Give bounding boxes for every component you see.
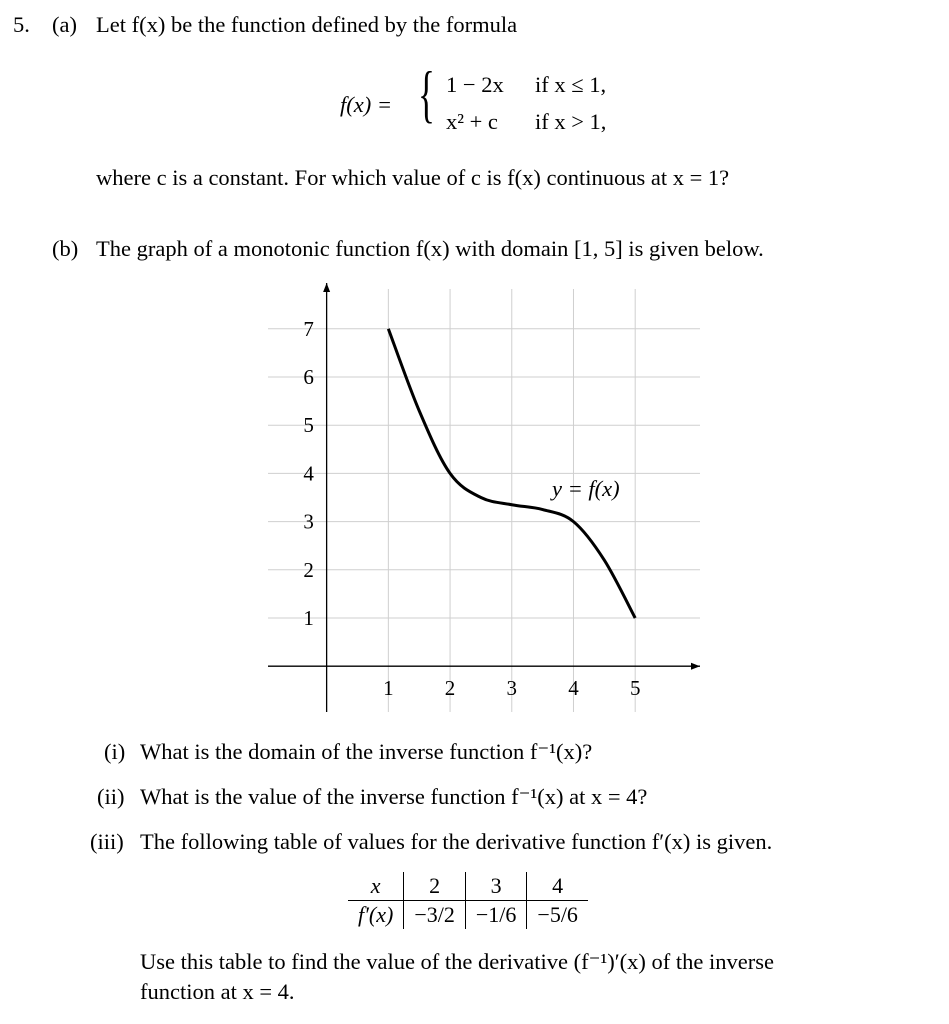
piecewise-lhs: f(x) = bbox=[340, 92, 393, 117]
x-tick-label-3: 3 bbox=[506, 676, 518, 701]
table-cell-x-2: 4 bbox=[527, 872, 588, 901]
closing-line-1: Use this table to find the value of the derivative (f⁻¹)′(x) of the inverse bbox=[140, 949, 774, 974]
problem-number: 5. bbox=[13, 12, 30, 37]
piecewise-brace: { bbox=[418, 58, 435, 129]
tick-labels bbox=[303, 317, 640, 700]
q1-label: (i) bbox=[104, 739, 126, 764]
part-a-label: (a) bbox=[52, 12, 77, 37]
table-row-x bbox=[348, 872, 588, 901]
table-cell-x-0: 2 bbox=[404, 872, 466, 901]
x-tick-label-5: 5 bbox=[629, 676, 641, 701]
closing-line-2: function at x = 4. bbox=[140, 979, 295, 1004]
x-tick-label-1: 1 bbox=[383, 676, 394, 701]
table-header-fprime: f′(x) bbox=[358, 902, 394, 927]
part-b-intro: The graph of a monotonic function f(x) with domain [1, 5] is given below. bbox=[96, 236, 764, 261]
y-tick-label-1: 1 bbox=[303, 606, 314, 631]
table-row-fprime bbox=[348, 901, 588, 930]
q2-text: What is the value of the inverse function f⁻¹(x) at x = 4? bbox=[140, 784, 648, 809]
piecewise-case1-expr: 1 − 2x bbox=[446, 72, 504, 97]
table-cell-x-1: 3 bbox=[465, 872, 527, 901]
q3-text: The following table of values for the derivative function f′(x) is given. bbox=[140, 829, 773, 854]
y-tick-label-5: 5 bbox=[303, 413, 314, 438]
table-cell-fprime-2: −5/6 bbox=[527, 901, 588, 930]
q2-label: (ii) bbox=[97, 784, 125, 809]
x-tick-label-2: 2 bbox=[444, 676, 456, 701]
q3-label: (iii) bbox=[90, 829, 124, 854]
y-axis-arrow bbox=[323, 283, 330, 292]
y-tick-label-4: 4 bbox=[303, 461, 314, 486]
part-b-label: (b) bbox=[52, 236, 79, 261]
grid-lines bbox=[268, 289, 700, 712]
x-axis-arrow bbox=[691, 663, 700, 670]
piecewise-case2-expr: x² + c bbox=[446, 109, 498, 134]
part-a-intro: Let f(x) be the function defined by the formula bbox=[96, 12, 518, 37]
curve-label: y = f(x) bbox=[552, 476, 620, 501]
y-tick-label-6: 6 bbox=[303, 364, 314, 389]
part-a-question: where c is a constant. For which value of c is f(x) continuous at x = 1? bbox=[96, 165, 730, 190]
q1-text: What is the domain of the inverse function f⁻¹(x)? bbox=[140, 739, 593, 764]
y-tick-label-3: 3 bbox=[303, 509, 314, 534]
derivative-table bbox=[348, 872, 588, 929]
table-cell-fprime-0: −3/2 bbox=[404, 901, 466, 930]
piecewise-case1-cond: if x ≤ 1, bbox=[535, 72, 607, 97]
table-cell-fprime-1: −1/6 bbox=[465, 901, 527, 930]
table-header-x: x bbox=[348, 872, 404, 901]
x-tick-label-4: 4 bbox=[568, 676, 579, 701]
y-tick-label-2: 2 bbox=[303, 557, 314, 582]
piecewise-case2-cond: if x > 1, bbox=[535, 109, 607, 134]
y-tick-label-7: 7 bbox=[303, 316, 314, 341]
